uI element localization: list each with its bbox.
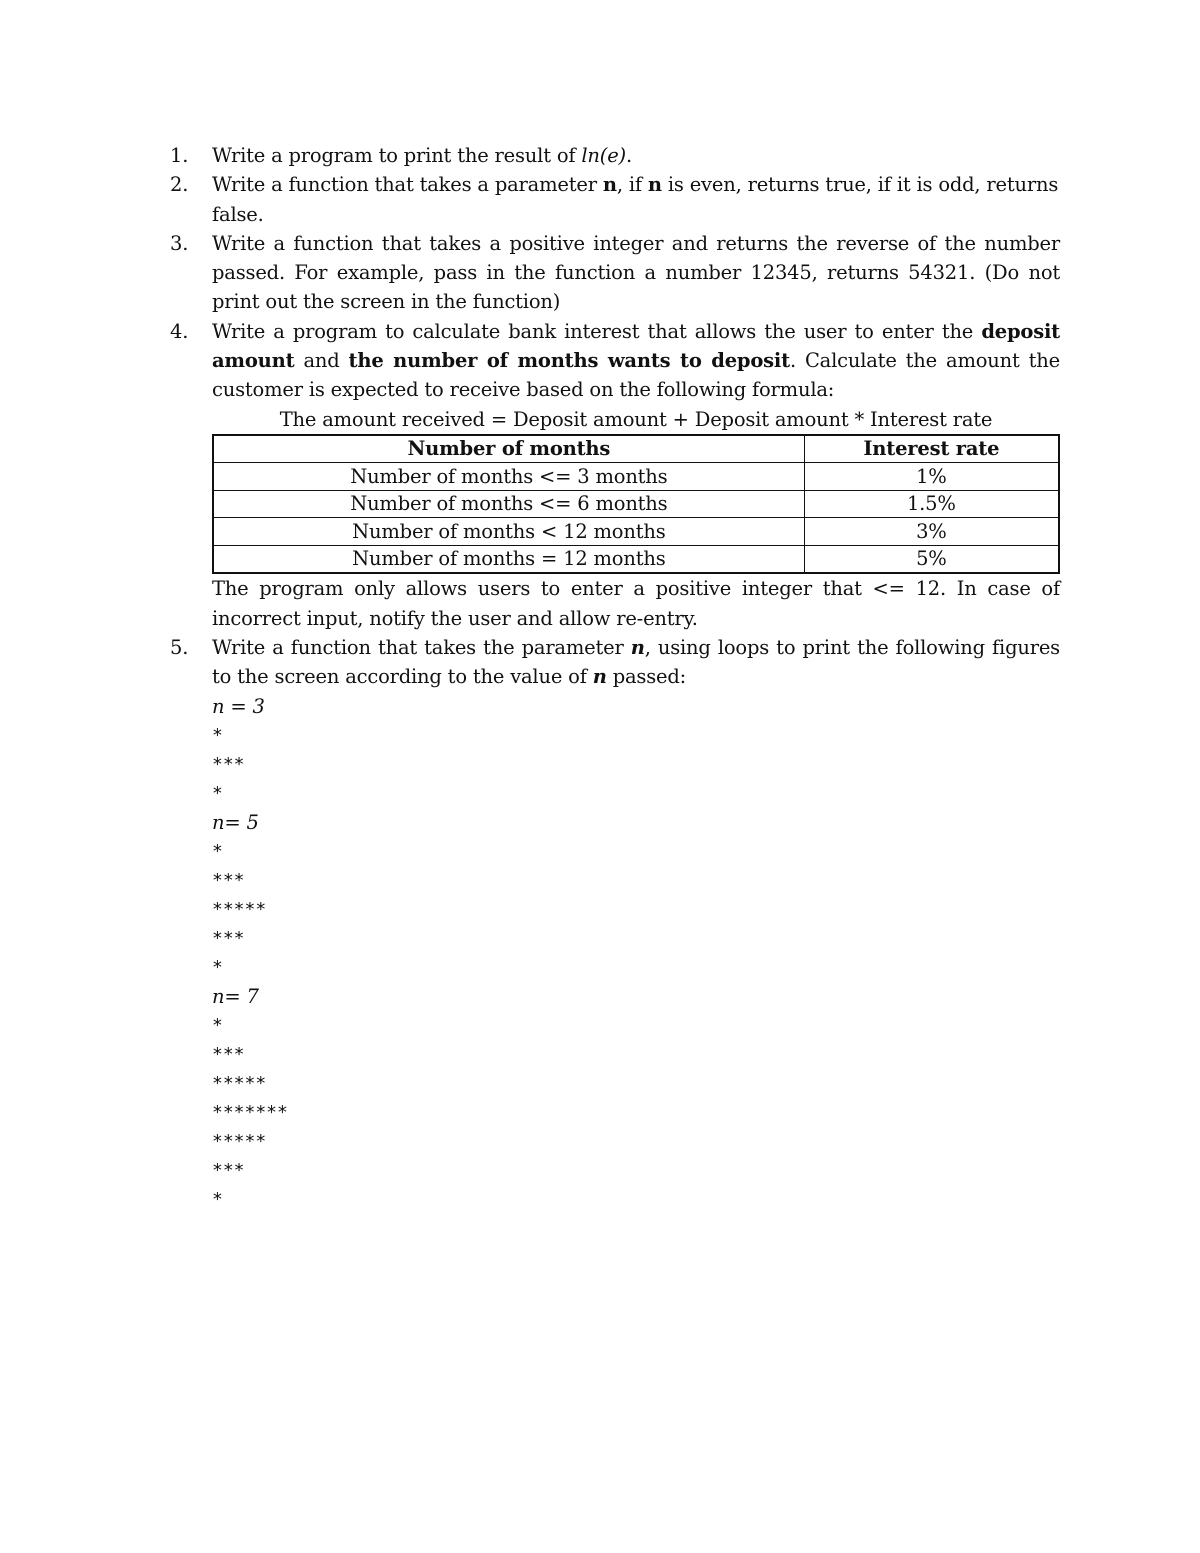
table-cell: Number of months <= 3 months xyxy=(213,463,804,491)
pattern-line: * xyxy=(212,724,223,746)
table-row xyxy=(213,545,1059,573)
pattern-label: n= 7 xyxy=(212,984,259,1008)
pattern-line: ***** xyxy=(212,898,267,920)
input-validation-note: The program only allows users to enter a positive integer that <= 12. In case of incorrect input, notify the user and allow re-entry. xyxy=(212,577,1060,630)
deposit-amount-term: deposit amount xyxy=(212,319,1060,373)
table-header-row xyxy=(213,435,1059,463)
question-number: 2. xyxy=(170,173,189,197)
table-cell: Number of months < 12 months xyxy=(213,518,804,546)
pattern-n7 xyxy=(212,982,1060,1214)
pattern-n5 xyxy=(212,808,1060,982)
table-row xyxy=(213,490,1059,518)
pattern-line: *** xyxy=(212,1159,245,1181)
pattern-line: *** xyxy=(212,1043,245,1065)
ln-e-expression: ln(e) xyxy=(581,144,626,167)
table-cell: Number of months <= 6 months xyxy=(213,490,804,518)
pattern-n3 xyxy=(212,692,1060,808)
months-term: the number of months wants to deposit xyxy=(348,349,790,373)
question-2 xyxy=(170,170,1060,229)
pattern-label: n = 3 xyxy=(212,694,265,718)
table-row xyxy=(213,518,1059,546)
table-cell: 1% xyxy=(804,463,1059,491)
question-3 xyxy=(170,229,1060,317)
question-4 xyxy=(170,317,1060,633)
param-n: n xyxy=(647,173,662,197)
question-number: 3. xyxy=(170,231,189,255)
question-5 xyxy=(170,633,1060,1214)
interest-rate-table xyxy=(212,434,1060,575)
table-row xyxy=(213,463,1059,491)
pattern-label: n= 5 xyxy=(212,810,259,834)
question-text: Write a program to print the result of ln(e). xyxy=(212,144,632,167)
param-n: n xyxy=(630,636,645,660)
question-text: Write a function that takes a parameter n, if n is even, returns true, if it is odd, returns false. xyxy=(212,173,1059,226)
question-number: 1. xyxy=(170,144,189,167)
pattern-line: ***** xyxy=(212,1130,267,1152)
question-text: Write a function that takes a positive integer and returns the reverse of the number passed. For example, pass in the function a number 12345, returns 54321. (Do not print out the screen in the function) xyxy=(212,231,1060,314)
param-n: n xyxy=(592,665,607,689)
table-header: Interest rate xyxy=(804,435,1059,463)
table-cell: 1.5% xyxy=(804,490,1059,518)
pattern-line: *** xyxy=(212,927,245,949)
pattern-line: * xyxy=(212,1014,223,1036)
question-text: Write a program to calculate bank interest that allows the user to enter the deposit amount and the number of months wants to deposit. Calculate the amount the customer is expected to receive based on the following formula: xyxy=(212,319,1060,402)
pattern-line: *** xyxy=(212,869,245,891)
pattern-line: ***** xyxy=(212,1072,267,1094)
pattern-line: * xyxy=(212,1188,223,1210)
table-cell: 3% xyxy=(804,518,1059,546)
question-number: 5. xyxy=(170,636,189,660)
pattern-line: * xyxy=(212,782,223,804)
table-header: Number of months xyxy=(213,435,804,463)
table-cell: 5% xyxy=(804,545,1059,573)
param-n: n xyxy=(602,173,617,197)
question-number: 4. xyxy=(170,319,189,343)
table-cell: Number of months = 12 months xyxy=(213,545,804,573)
pattern-line: * xyxy=(212,956,223,978)
interest-formula: The amount received = Deposit amount + Deposit amount * Interest rate xyxy=(279,407,993,431)
question-text: Write a function that takes the parameter n, using loops to print the following figures to the screen according to the value of n passed: xyxy=(212,636,1060,689)
pattern-line: ******* xyxy=(212,1101,288,1123)
pattern-line: *** xyxy=(212,753,245,775)
exercise-list xyxy=(170,141,1060,1214)
pattern-line: * xyxy=(212,840,223,862)
question-1 xyxy=(170,141,1060,170)
